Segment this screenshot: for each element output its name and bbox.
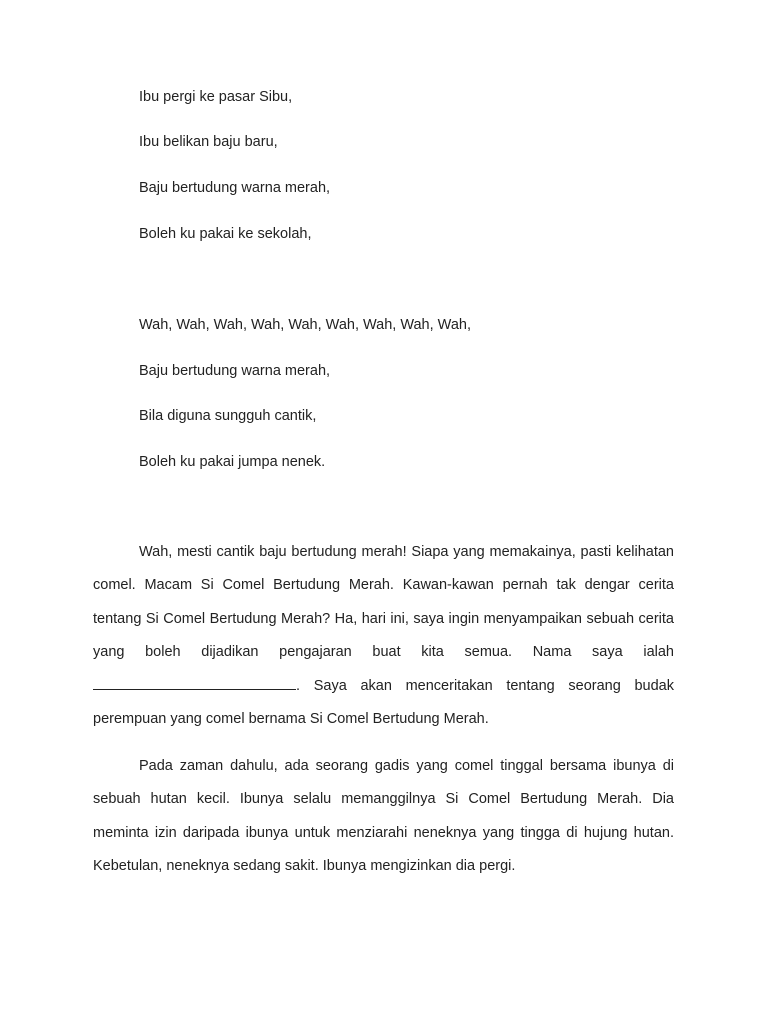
paragraph-intro-text-end: . Saya akan menceritakan tentang seorang budak perempuan yang comel bernama Si Comel Bertudung Merah.	[93, 677, 674, 728]
verse-line: Boleh ku pakai jumpa nenek.	[139, 454, 326, 470]
name-blank-line	[93, 677, 296, 690]
verse-line: Wah, Wah, Wah, Wah, Wah, Wah, Wah, Wah, Wah,	[139, 317, 471, 333]
verse-line: Baju bertudung warna merah,	[139, 363, 331, 379]
verse-line: Bila diguna sungguh cantik,	[139, 408, 317, 424]
paragraph-story: Pada zaman dahulu, ada seorang gadis yang comel tinggal bersama ibunya di sebuah hutan kecil. Ibunya selalu memanggilnya Si Comel Bertudung Merah. Dia meminta izin daripada ibunya untuk menziarahi neneknya yang tingga di hujung hutan. Kebetulan, neneknya sedang sakit. Ibunya mengizinkan dia pergi.	[93, 758, 674, 875]
paragraph-intro	[93, 536, 674, 736]
verse-line: Ibu pergi ke pasar Sibu,	[139, 89, 293, 105]
verse-line: Ibu belikan baju baru,	[139, 134, 278, 150]
verse-line: Boleh ku pakai ke sekolah,	[139, 226, 312, 242]
verse-line: Baju bertudung warna merah,	[139, 180, 331, 196]
paragraph-intro-text: Wah, mesti cantik baju bertudung merah! Siapa yang memakainya, pasti kelihatan comel. Macam Si Comel Bertudung Merah. Kawan-kawan pernah tak dengar cerita tentang Si Comel Bertudung Merah? Ha, hari ini, saya ingin menyampaikan sebuah cerita yang boleh dijadikan pengajaran buat kita semua. Nama saya ialah	[93, 544, 674, 661]
